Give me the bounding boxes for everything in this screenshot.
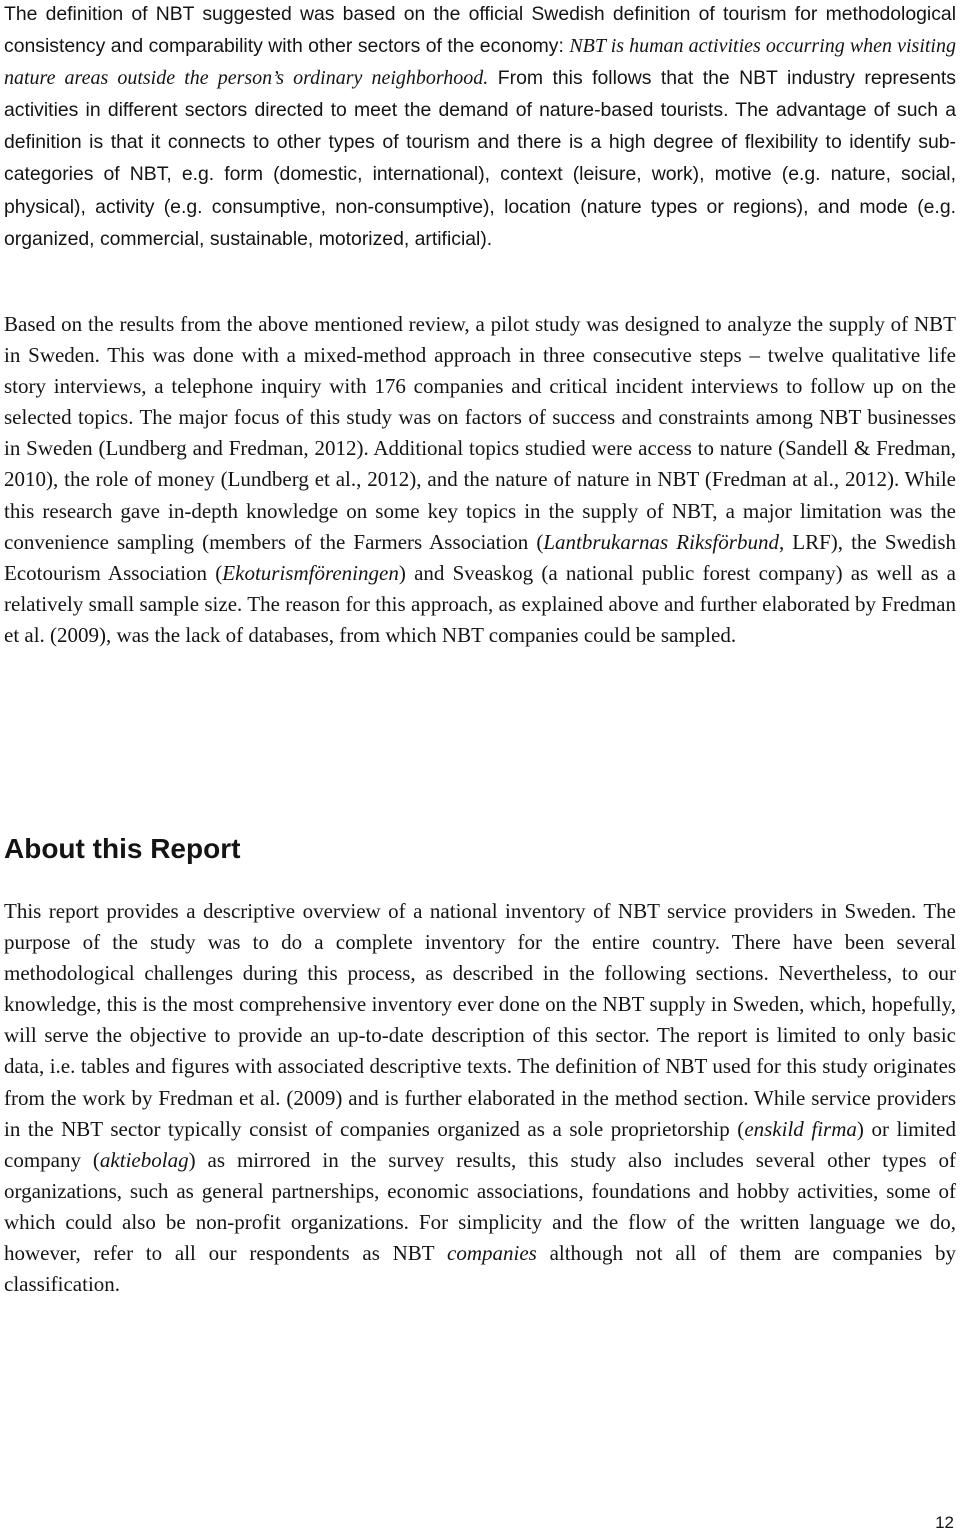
paragraph-3-part-3: ) as mirrored in the survey results, this study also includes several other types of organizations, such as general partnerships, economic associations, foundations and hobby activities, some of which could also be non-profit organizations. For simplicity and the flow of the written language we do, however, refer to all our respondents as NBT: [4, 1147, 956, 1266]
paragraph-3-part-2: ) or limited company (: [4, 1116, 956, 1172]
paragraph-2-italic-lrf: Lantbrukarnas Riksförbund: [543, 529, 779, 554]
paragraph-3-italic-enskild-firma: enskild firma: [744, 1116, 857, 1141]
nbt-definition-text: NBT is human activities occurring when visiting nature areas outside the person’s ordinary neighborhood.: [4, 35, 956, 90]
paragraph-2-part-1: Based on the results from the above mentioned review, a pilot study was designed to analyze the supply of NBT in Sweden. This was done with a mixed-method approach in three consecutive steps – twelve qualitative life story interviews, a telephone inquiry with 176 companies and critical incident interviews to follow up on the selected topics. The major focus of this study was on factors of success and constraints among NBT businesses in Sweden (Lundberg and Fredman, 2012). Additional topics studied were access to nature (Sandell & Fredman, 2010), the role of money (Lundberg et al., 2012), and the nature of nature in NBT (Fredman at al., 2012). While this research gave in-depth knowledge on some key topics in the supply of NBT, a major limitation was the convenience sampling (members of the Farmers Association (: [4, 312, 956, 554]
paragraph-pilot-study: [4, 309, 956, 651]
paragraph-2-italic-ekoturism: Ekoturismföreningen: [222, 560, 399, 585]
paragraph-3-italic-companies: companies: [447, 1241, 537, 1266]
paragraph-1-body: From this follows that the NBT industry represents activities in different sectors directed to meet the demand of nature-based tourists. The advantage of such a definition is that it connects to other types of tourism and there is a high degree of flexibility to identify sub-categories of NBT, e.g. form (domestic, international), context (leisure, work), motive (e.g. nature, social, physical), activity (e.g. consumptive, non-consumptive), location (nature types or regions), and mode (e.g. organized, commercial, sustainable, motorized, artificial).: [4, 67, 956, 250]
paragraph-2-part-3: ) and Sveaskog (a national public forest company) as well as a relatively small sample size. The reason for this approach, as explained above and further elaborated by Fredman et al. (2009), was the lack of databases, from which NBT companies could be sampled.: [4, 560, 956, 647]
paragraph-1-intro: The definition of NBT suggested was based on the official Swedish definition of tourism for methodological consistency and comparability with other sectors of the economy:: [4, 3, 956, 58]
page-number: 12: [935, 1513, 954, 1532]
paragraph-3-part-4: although not all of them are companies by classification.: [4, 1241, 956, 1297]
paragraph-2-part-2: , LRF), the Swedish Ecotourism Association (: [4, 529, 957, 585]
paragraph-3-part-1: This report provides a descriptive overview of a national inventory of NBT service providers in Sweden. The purpose of the study was to do a complete inventory for the entire country. There have been several methodological challenges during this process, as described in the following sections. Nevertheless, to our knowledge, this is the most comprehensive inventory ever done on the NBT supply in Sweden, which, hopefully, will serve the objective to provide an up-to-date description of this sector. The report is limited to only basic data, i.e. tables and figures with associated descriptive texts. The definition of NBT used for this study originates from the work by Fredman et al. (2009) and is further elaborated in the method section. While service providers in the NBT sector typically consist of companies organized as a sole proprietorship (: [4, 899, 956, 1141]
paragraph-3-italic-aktiebolag: aktiebolag: [99, 1147, 189, 1172]
paragraph-about-report: [4, 896, 956, 1300]
section-heading: About this Report: [4, 833, 241, 864]
paragraph-nbt-definition: [4, 0, 956, 255]
